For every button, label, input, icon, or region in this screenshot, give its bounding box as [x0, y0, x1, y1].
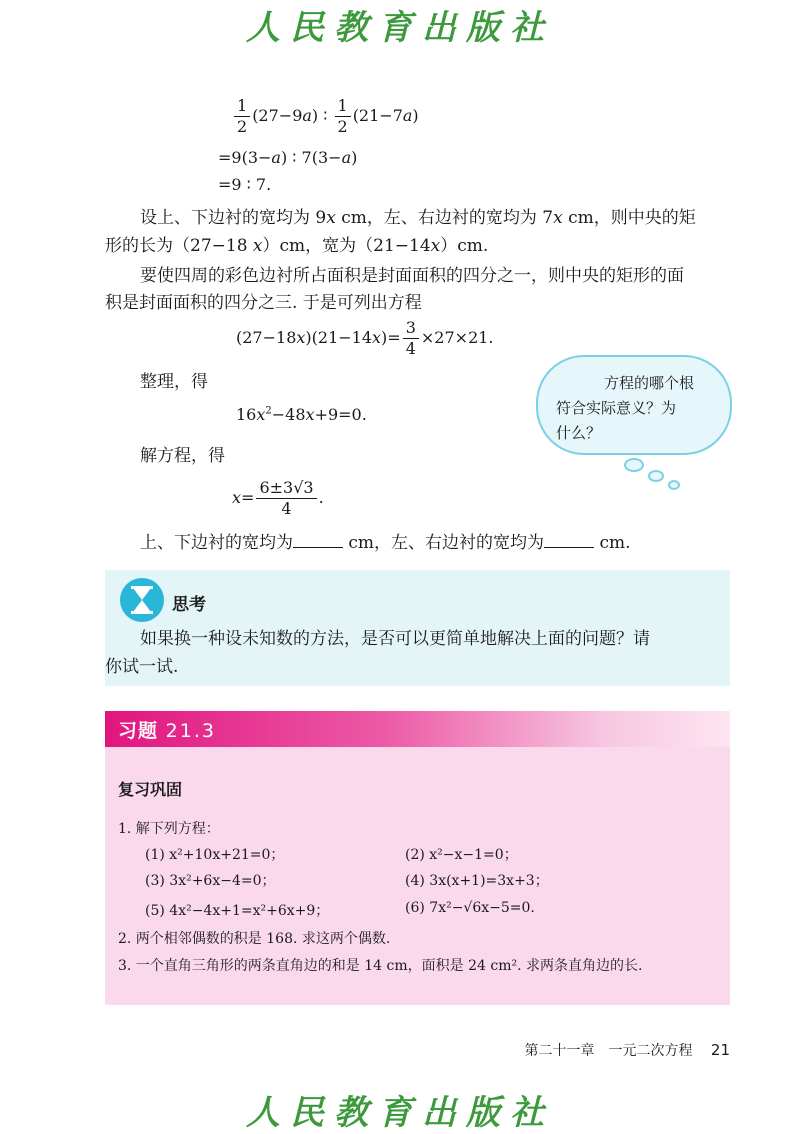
think-line-2: 你试一试. — [105, 657, 179, 677]
paragraph-setup-line1: 设上、下边衬的宽均为 9x cm，左、右边衬的宽均为 7x cm，则中央的矩 — [140, 208, 696, 228]
bubble-tail-dot — [648, 470, 664, 482]
bubble-line-1: 方程的哪个根 — [604, 374, 695, 392]
publisher-logo-bottom: 人民教育出版社 — [246, 1093, 554, 1133]
question-1-item: (1) x²+10x+21=0； — [145, 847, 285, 863]
chapter-label: 第二十一章 一元二次方程 — [524, 1043, 693, 1059]
think-line-1: 如果换一种设未知数的方法，是否可以更简单地解决上面的问题？请 — [140, 629, 650, 649]
label-simplify: 整理，得 — [140, 372, 208, 392]
exercise-title: 习题 21.3 — [118, 720, 216, 742]
fraction-half: $\frac{1}{2}$ — [234, 96, 250, 137]
paragraph-setup-line2: 形的长为（27−18 x）cm，宽为（21−14x）cm. — [105, 236, 489, 256]
question-1-item: (6) 7x²−√6x−5=0. — [405, 900, 535, 916]
question-2: 2. 两个相邻偶数的积是 168. 求这两个偶数. — [118, 931, 391, 947]
paragraph-area-line2: 积是封面面积的四分之三. 于是可列出方程 — [105, 293, 422, 313]
derivation-line-2: =9(3−a) ∶ 7(3−a) — [218, 148, 358, 167]
equation-simplified: $16x^2-48x+9=0$. — [236, 405, 367, 424]
derivation-line-1: $\frac{1}{2}$ (27−9a) ∶ $\frac{1}{2}$ (21−7a) — [232, 96, 419, 137]
paragraph-area-line1: 要使四周的彩色边衬所占面积是封面面积的四分之一，则中央的矩形的面 — [140, 266, 684, 286]
question-1-item: (3) 3x²+6x−4=0； — [145, 873, 276, 889]
question-1-item: (4) 3x(x+1)=3x+3； — [405, 873, 549, 889]
think-title: 思考 — [172, 595, 206, 615]
page-footer — [524, 1040, 730, 1060]
exercise-section-title: 复习巩固 — [118, 780, 183, 799]
bubble-tail-dot — [668, 480, 680, 490]
derivation-line-3: =9 ∶ 7. — [218, 175, 272, 194]
bubble-line-3: 什么？ — [556, 424, 602, 442]
question-3: 3. 一个直角三角形的两条直角边的和是 14 cm，面积是 24 cm². 求两条直角边的长. — [118, 958, 643, 974]
fraction-half: $\frac{1}{2}$ — [335, 96, 351, 137]
question-1-item: (5) 4x²−4x+1=x²+6x+9； — [145, 903, 330, 919]
bubble-tail-dot — [624, 458, 644, 472]
page-number: 21 — [710, 1041, 730, 1059]
answer-blank-1[interactable] — [293, 531, 343, 548]
label-solve: 解方程，得 — [140, 446, 225, 466]
hourglass-icon — [120, 578, 164, 622]
bubble-line-2: 符合实际意义？为 — [556, 399, 677, 417]
thought-bubble — [536, 355, 732, 455]
question-1: 1. 解下列方程： — [118, 821, 220, 837]
equation-solution: x= $\frac{6\pm 3√3}{4}$ . — [232, 478, 324, 518]
answer-line: 上、下边衬的宽均为 cm，左、右边衬的宽均为 cm. — [140, 533, 631, 553]
equation-main: (27−18x)(21−14x)= $\frac{3}{4}$ ×27×21. — [236, 318, 494, 358]
question-1-item: (2) x²−x−1=0； — [405, 847, 518, 863]
publisher-logo-top: 人民教育出版社 — [246, 8, 554, 48]
answer-blank-2[interactable] — [544, 531, 594, 548]
